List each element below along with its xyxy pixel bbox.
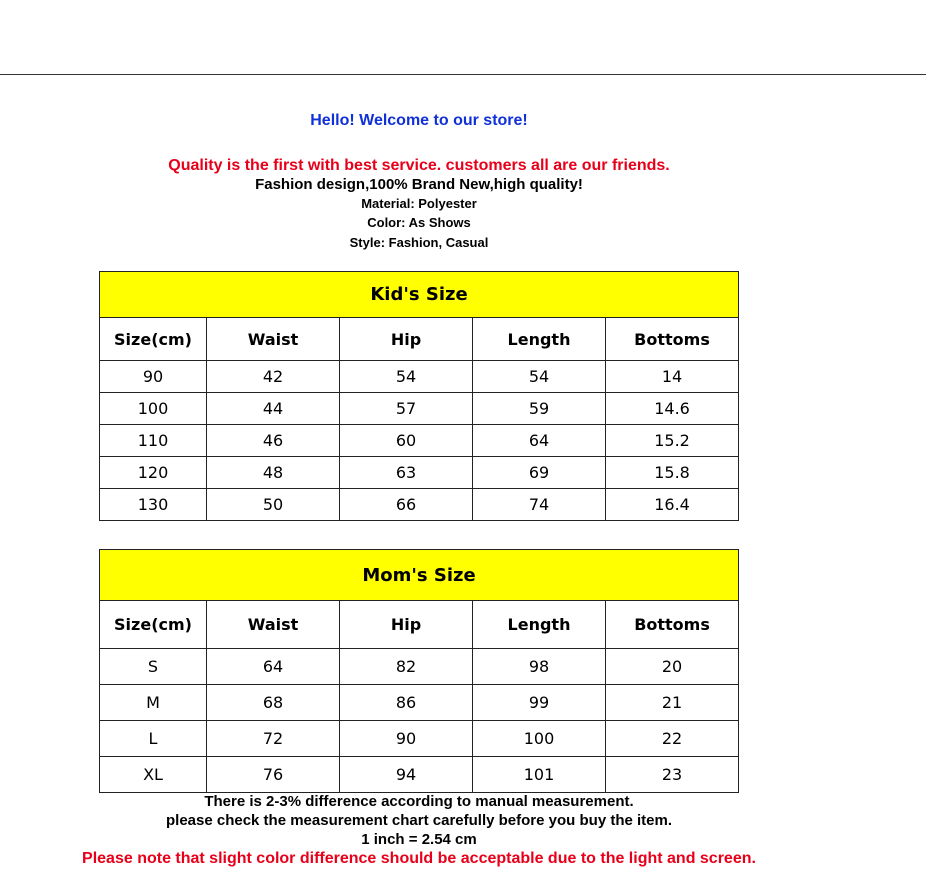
table-cell: 120 [100,457,207,489]
table-cell: 99 [473,685,606,721]
table-cell: 100 [100,393,207,425]
fashion-text: Fashion design,100% Brand New,high quality! [255,176,583,193]
kids-header-bottoms: Bottoms [606,318,739,361]
kids-table-title: Kid's Size [100,272,739,318]
table-cell: 23 [606,757,739,793]
table-cell: 54 [473,361,606,393]
quality-text: Quality is the first with best service. customers all are our friends. [168,157,670,174]
table-cell: 14.6 [606,393,739,425]
table-cell: S [100,649,207,685]
table-cell: 94 [340,757,473,793]
table-cell: 59 [473,393,606,425]
moms-header-length: Length [473,601,606,649]
table-cell: 101 [473,757,606,793]
table-cell: 110 [100,425,207,457]
table-cell: 66 [340,489,473,521]
table-cell: 16.4 [606,489,739,521]
color-text: Color: As Shows [367,215,471,230]
inch-conversion-note: 1 inch = 2.54 cm [361,831,477,848]
table-cell: 21 [606,685,739,721]
table-cell: 63 [340,457,473,489]
table-cell: 74 [473,489,606,521]
table-cell: L [100,721,207,757]
color-difference-note: Please note that slight color difference should be acceptable due to the light and screen. [82,850,756,867]
kids-header-hip: Hip [340,318,473,361]
table-row [100,393,739,425]
table-cell: 15.2 [606,425,739,457]
table-cell: XL [100,757,207,793]
table-cell: 82 [340,649,473,685]
moms-header-size: Size(cm) [100,601,207,649]
table-row [100,721,739,757]
table-row [100,685,739,721]
table-cell: M [100,685,207,721]
kids-size-table [99,271,739,521]
table-cell: 69 [473,457,606,489]
moms-header-bottoms: Bottoms [606,601,739,649]
table-cell: 15.8 [606,457,739,489]
table-cell: 72 [207,721,340,757]
table-cell: 54 [340,361,473,393]
table-cell: 130 [100,489,207,521]
table-cell: 64 [473,425,606,457]
check-chart-note: please check the measurement chart carefully before you buy the item. [165,812,672,829]
table-cell: 42 [207,361,340,393]
table-cell: 60 [340,425,473,457]
top-divider [0,74,926,75]
table-row [100,489,739,521]
kids-header-size: Size(cm) [100,318,207,361]
style-text: Style: Fashion, Casual [349,235,489,250]
table-cell: 48 [207,457,340,489]
table-cell: 76 [207,757,340,793]
table-cell: 90 [100,361,207,393]
moms-size-table [99,549,739,793]
table-cell: 14 [606,361,739,393]
table-cell: 98 [473,649,606,685]
kids-header-length: Length [473,318,606,361]
table-cell: 86 [340,685,473,721]
measurement-difference-note: There is 2-3% difference according to manual measurement. [204,793,634,810]
table-cell: 64 [207,649,340,685]
material-text: Material: Polyester [361,196,477,211]
moms-table-title: Mom's Size [100,550,739,601]
table-row [100,425,739,457]
table-cell: 20 [606,649,739,685]
table-cell: 68 [207,685,340,721]
welcome-text: Hello! Welcome to our store! [310,112,528,129]
table-cell: 50 [207,489,340,521]
table-row [100,649,739,685]
table-cell: 44 [207,393,340,425]
table-cell: 46 [207,425,340,457]
table-cell: 57 [340,393,473,425]
table-cell: 100 [473,721,606,757]
table-cell: 90 [340,721,473,757]
table-row [100,361,739,393]
table-cell: 22 [606,721,739,757]
moms-header-waist: Waist [207,601,340,649]
kids-header-waist: Waist [207,318,340,361]
table-row [100,457,739,489]
table-row [100,757,739,793]
moms-header-hip: Hip [340,601,473,649]
